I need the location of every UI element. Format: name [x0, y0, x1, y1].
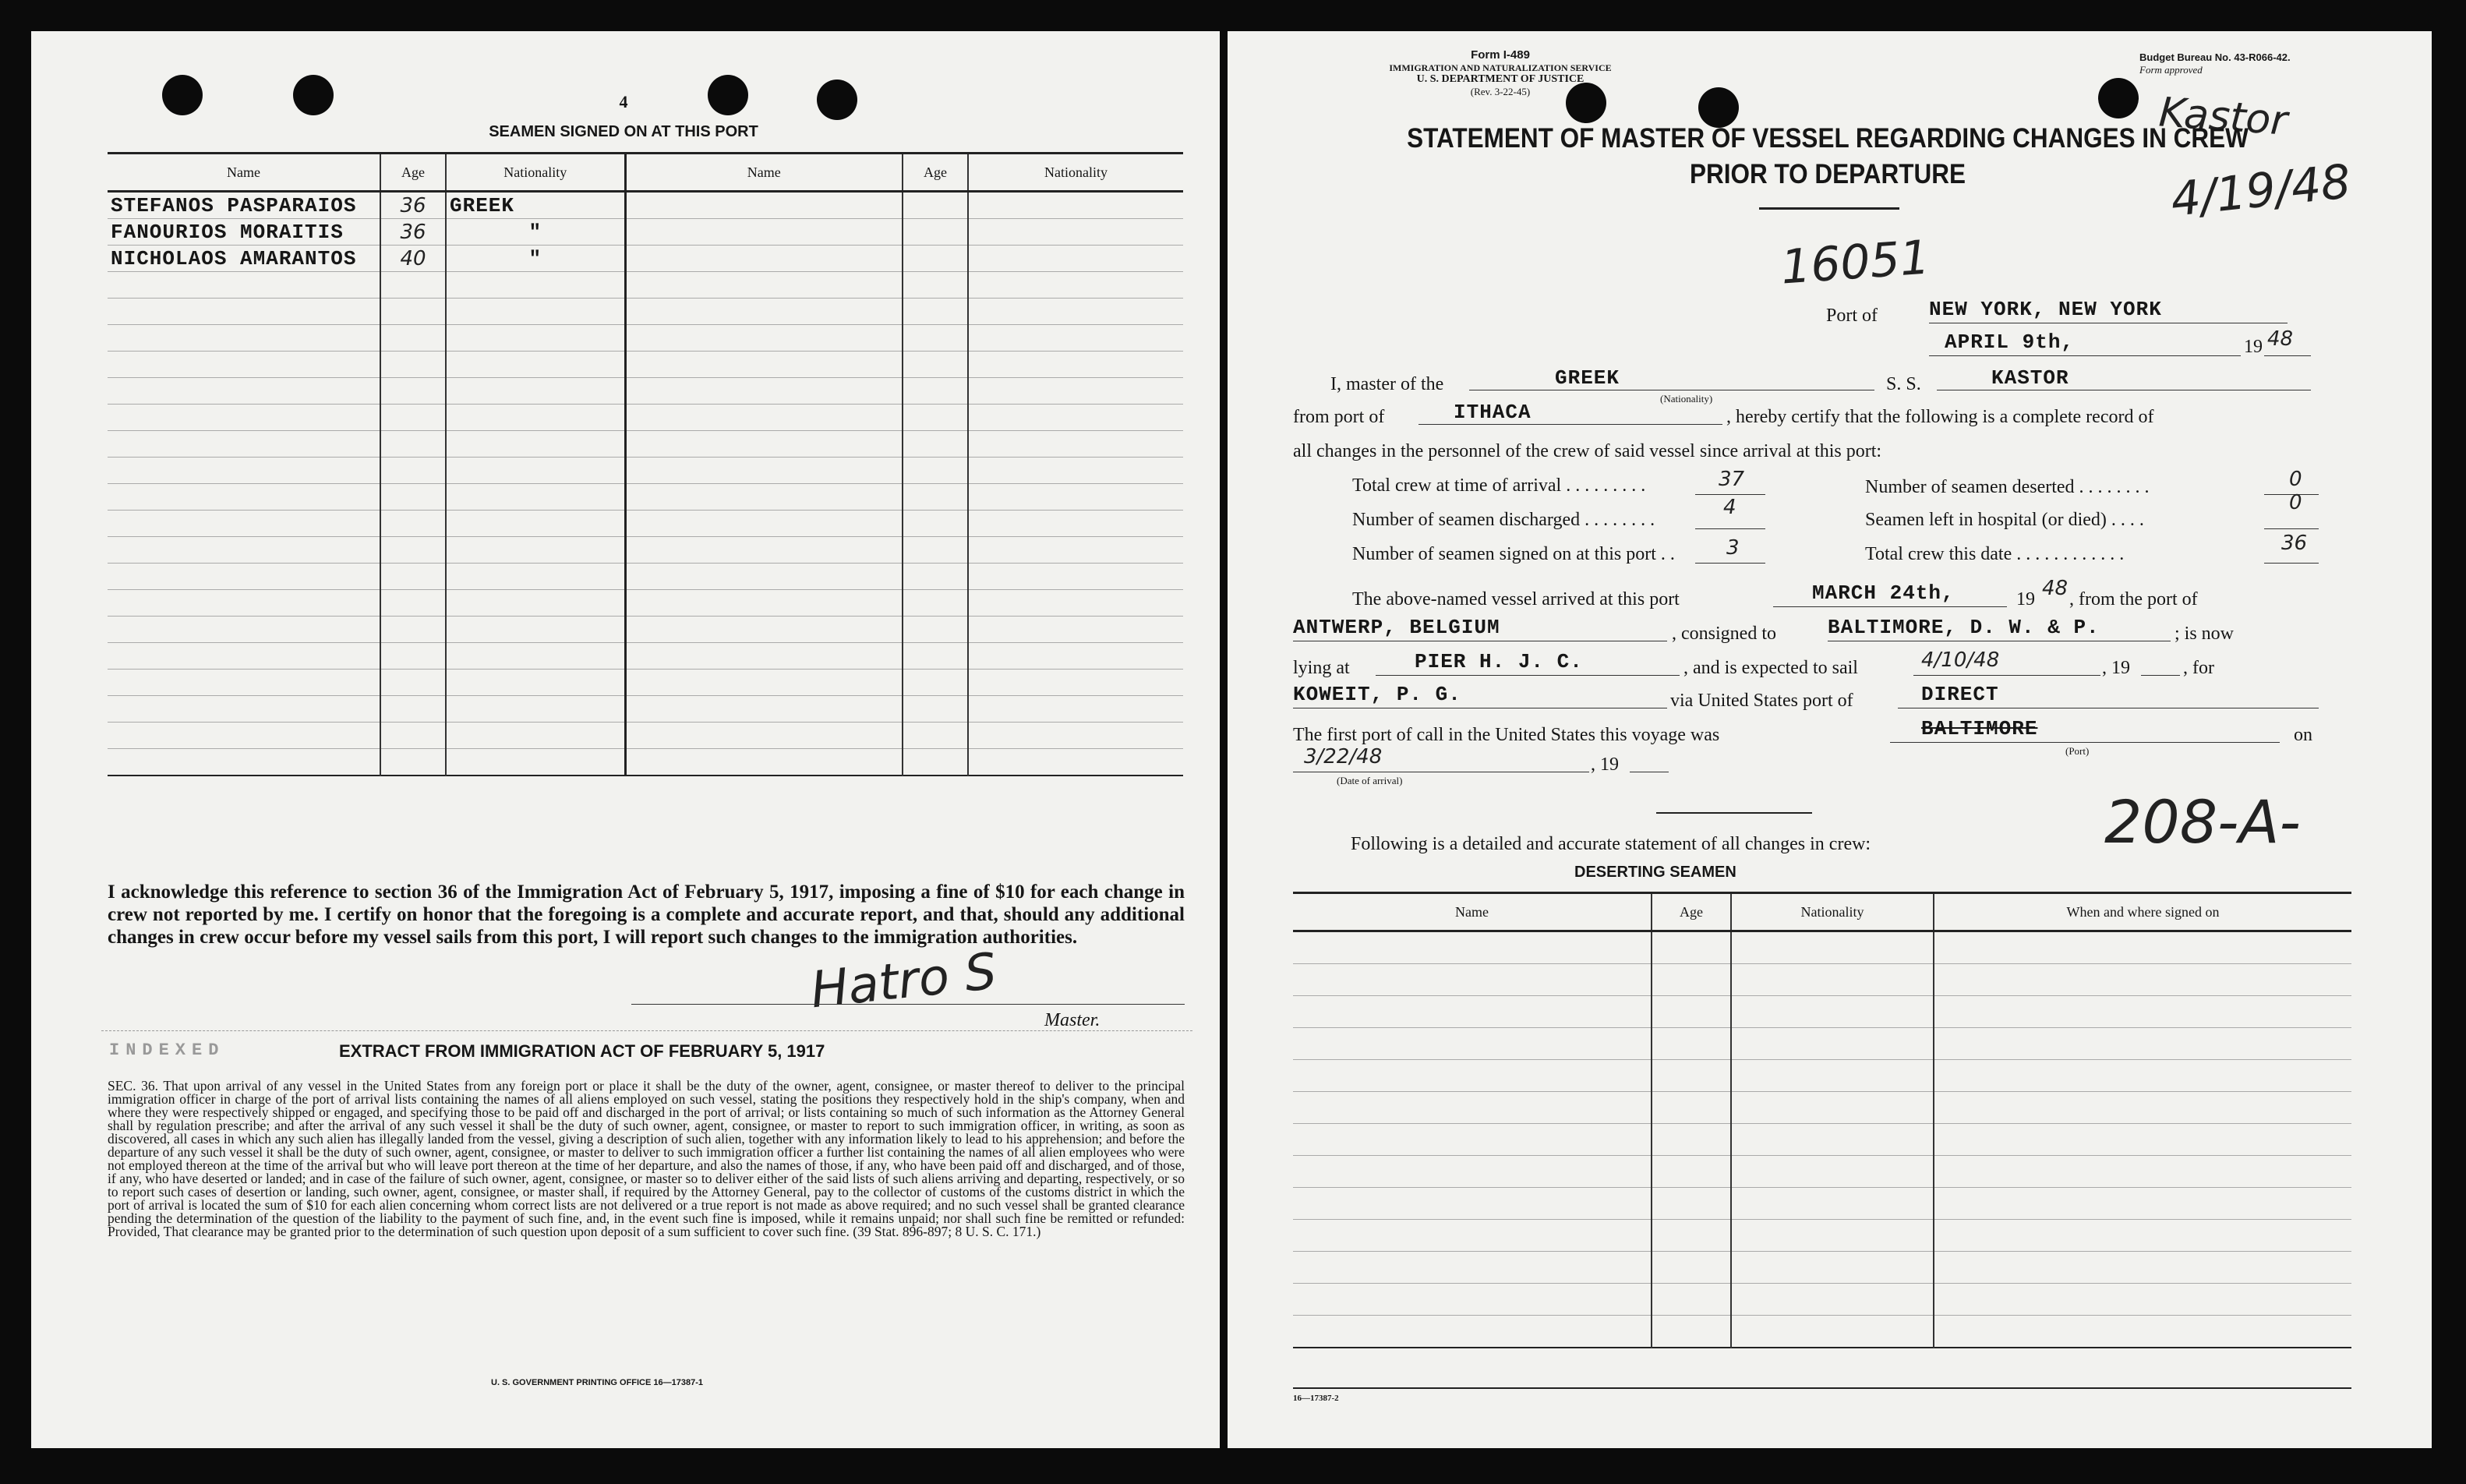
- sail-date: 4/10/48: [1921, 648, 2000, 672]
- table-row: [1293, 1252, 2351, 1284]
- port-value: NEW YORK, NEW YORK: [1929, 298, 2162, 321]
- stat-label: Number of seamen deserted . . . . . . . .: [1865, 477, 2150, 497]
- date-caption: (Date of arrival): [1337, 775, 1403, 786]
- handwritten-date: 4/19/48: [2167, 154, 2354, 228]
- sail-year-prefix: , 19: [2102, 658, 2130, 678]
- extract-text: SEC. 36. That upon arrival of any vessel in the United States from any foreign port or place it shall be the duty of the owner, agent, consignee, or master thereof to deliver to the principal immigration officer in charge of the port of arrival lists containing the names of all aliens employed on such vessel, stating the positions they respectively hold in the ship's company, when and where they were respectively shipped or engaged, and specifying those to be paid off and discharged in the port of arrival; or lists containing so much of such information as the Attorney General shall by regulation prescribe; and after the arrival of any such vessel it shall be the duty of such owner, agent, consignee, or master to report to such immigration officer, in writing, as soon as discovered, all cases in which any such alien has illegally landed from the vessel, giving a description of such alien, together with any information likely to lead to his apprehension; and before the departure of any such vessel it shall be the duty of such owner, agent, consignee, or master to deliver to such immigration officer a further list containing the names of all alien employees who were not employed thereon at the time of the arrival but who will leave port thereon at the time of her departure, and also the names of those, if any, who have been paid off and discharged, and of those, if any, who have deserted or landed; and in case of the failure of such owner, agent, consignee, or master so to deliver either of the said lists of such aliens arriving and departing, respectively, or so to report such cases of desertion or landing, such owner, agent, consignee, or master shall, if required by the Attorney General, pay to the collector of customs of the customs district in which the port of arrival is located the sum of $10 for each alien concerning whom correct lists are not delivered or a true report is not made as above required; and no such vessel shall be granted clearance pending the determination of the question of the liability to the payment of such fine, and, in the event such fine is imposed, while it remains unpaid; nor shall such fine be remitted or refunded: Provided, That clearance may be granted prior to the determination of such question upon deposit of a sum sufficient to cover such fine. (39 Stat. 896-897; 8 U. S. C. 171.): [108, 1078, 1185, 1239]
- from-the-port-label: , from the port of: [2069, 589, 2198, 610]
- table-row: [1293, 1316, 2351, 1348]
- year-prefix: 19: [2244, 337, 2263, 357]
- table-row: [108, 431, 1183, 458]
- column-header: Nationality: [968, 154, 1183, 192]
- table-row: [1293, 931, 2351, 964]
- stat-label: Total crew this date . . . . . . . . . . . .: [1865, 544, 2125, 564]
- arrived-label: The above-named vessel arrived at this port: [1352, 589, 1680, 610]
- right-page: [1228, 31, 2432, 1448]
- origin-port: ANTWERP, BELGIUM: [1293, 616, 1500, 639]
- table-row: [108, 511, 1183, 537]
- from-port-value: ITHACA: [1454, 401, 1532, 424]
- for-label: , for: [2183, 658, 2214, 678]
- table-row: [1293, 1028, 2351, 1060]
- printing-office: U. S. GOVERNMENT PRINTING OFFICE 16—17387-1: [491, 1378, 704, 1387]
- deserting-title: DESERTING SEAMEN: [1574, 864, 1736, 881]
- changes-text: all changes in the personnel of the crew of said vessel since arrival at this port:: [1293, 441, 1882, 461]
- footer-code: 16—17387-2: [1293, 1394, 1339, 1403]
- following-text: Following is a detailed and accurate statement of all changes in crew:: [1351, 834, 1871, 854]
- table-row: [1293, 1060, 2351, 1092]
- is-now-label: ; is now: [2175, 624, 2235, 644]
- ss-label: S. S.: [1886, 374, 1921, 394]
- table-row: [108, 299, 1183, 325]
- first-call-label: The first port of call in the United States this voyage was: [1293, 725, 1720, 745]
- stat-label: Number of seamen discharged . . . . . . . .: [1352, 510, 1655, 530]
- table-row: [1293, 996, 2351, 1028]
- seaman-name: STEFANOS PASPARAIOS: [108, 192, 380, 219]
- footer-rule: [1293, 1387, 2351, 1389]
- table-row: [108, 219, 1183, 246]
- section-rule: [1656, 812, 1812, 814]
- table-row: [108, 590, 1183, 617]
- certify-text: , hereby certify that the following is a complete record of: [1726, 407, 2154, 427]
- master-signature: Hatro S: [807, 942, 1000, 1020]
- file-number: 16051: [1779, 230, 1932, 295]
- file-code: 208-A-: [2104, 787, 2301, 857]
- on-label: on: [2294, 725, 2312, 745]
- seamen-signed-table: [108, 152, 1183, 776]
- fill-line: [1376, 675, 1680, 676]
- table-row: [1293, 1220, 2351, 1252]
- table-row: [1293, 1092, 2351, 1124]
- handwritten-name: Kastor: [2157, 89, 2289, 145]
- master-of-label: I, master of the: [1330, 374, 1444, 394]
- table-row: [108, 325, 1183, 352]
- fill-line: [2141, 675, 2180, 676]
- table-row: [108, 192, 1183, 219]
- title-rule: [1759, 207, 1899, 210]
- from-port-label: from port of: [1293, 407, 1385, 427]
- table-row: [108, 670, 1183, 696]
- arrival-year: 48: [2042, 577, 2069, 600]
- stat-value: 36: [2281, 532, 2308, 555]
- punch-hole: [708, 75, 748, 115]
- table-row: [108, 272, 1183, 299]
- table-row: [108, 405, 1183, 431]
- column-header: Name: [1293, 893, 1652, 931]
- column-header: Age: [903, 154, 968, 192]
- extract-title: EXTRACT FROM IMMIGRATION ACT OF FEBRUARY 5, 1917: [339, 1041, 825, 1061]
- berth: PIER H. J. C.: [1415, 650, 1583, 673]
- seaman-age: 36: [380, 192, 446, 219]
- fill-line: [1929, 355, 2241, 356]
- stat-value: 37: [1719, 468, 1745, 491]
- table-row: [108, 352, 1183, 378]
- fill-line: [2264, 355, 2311, 356]
- seaman-nationality: ": [446, 219, 625, 246]
- punch-hole: [2098, 78, 2139, 118]
- column-header: When and where signed on: [1934, 893, 2351, 931]
- date-value: APRIL 9th,: [1945, 330, 2075, 354]
- form-revision: (Rev. 3-22-45): [1470, 86, 1531, 97]
- table-row: [1293, 1284, 2351, 1316]
- seaman-name: NICHOLAOS AMARANTOS: [108, 246, 380, 272]
- table-row: [108, 537, 1183, 564]
- punch-hole: [162, 75, 203, 115]
- port-label: Port of: [1826, 306, 1878, 326]
- port-caption: (Port): [2065, 745, 2090, 757]
- consignee: BALTIMORE, D. W. & P.: [1828, 616, 2100, 639]
- fill-line: [1695, 563, 1765, 564]
- left-page: [31, 31, 1220, 1448]
- punch-hole: [293, 75, 334, 115]
- seaman-age: 36: [380, 219, 446, 246]
- seaman-nationality: GREEK: [446, 192, 625, 219]
- budget-bureau: Budget Bureau No. 43-R066-42.: [2139, 51, 2291, 63]
- lying-at-label: lying at: [1293, 658, 1350, 678]
- fill-line: [1695, 494, 1765, 495]
- form-title: STATEMENT OF MASTER OF VESSEL REGARDING CHANGES IN CREW: [1407, 123, 2249, 154]
- expected-label: , and is expected to sail: [1683, 658, 1858, 678]
- deserting-seamen-table: [1293, 892, 2351, 1348]
- signature-line: [631, 1004, 1185, 1005]
- page-number: 4: [619, 92, 628, 111]
- column-header: Nationality: [446, 154, 625, 192]
- table-row: [108, 749, 1183, 776]
- form-number: Form I-489: [1471, 48, 1530, 62]
- master-label: Master.: [1044, 1010, 1101, 1030]
- fill-line: [2264, 563, 2319, 564]
- nationality-caption: (Nationality): [1660, 393, 1713, 405]
- table-row: [108, 484, 1183, 511]
- destination: KOWEIT, P. G.: [1293, 683, 1461, 706]
- stat-value: 4: [1723, 496, 1736, 519]
- indexed-stamp: INDEXED: [109, 1041, 225, 1060]
- form-approved: Form approved: [2139, 64, 2203, 76]
- table-row: [108, 643, 1183, 670]
- punch-hole: [817, 80, 857, 120]
- vessel-nationality: GREEK: [1555, 366, 1620, 390]
- table-row: [108, 458, 1183, 484]
- table-row: [1293, 1124, 2351, 1156]
- section-title: SEAMEN SIGNED ON AT THIS PORT: [489, 123, 758, 140]
- column-header: Age: [1652, 893, 1731, 931]
- first-call-year-prefix: , 19: [1591, 754, 1619, 775]
- stat-value: 0: [2289, 468, 2302, 491]
- column-header: Name: [625, 154, 903, 192]
- table-row: [108, 696, 1183, 723]
- table-row: [108, 246, 1183, 272]
- stat-value: 0: [2289, 491, 2302, 514]
- table-row: [108, 378, 1183, 405]
- fill-line: [1695, 528, 1765, 529]
- table-row: [108, 723, 1183, 749]
- via-port: DIRECT: [1921, 683, 1999, 706]
- stat-label: Total crew at time of arrival . . . . . . . . .: [1352, 475, 1646, 496]
- first-call-port: BALTIMORE: [1921, 717, 2038, 740]
- fill-line: [2264, 528, 2319, 529]
- consigned-label: , consigned to: [1672, 624, 1776, 644]
- stat-label: Seamen left in hospital (or died) . . . .: [1865, 510, 2144, 530]
- fill-line: [1913, 675, 2100, 676]
- stat-value: 3: [1726, 536, 1740, 560]
- table-row: [108, 617, 1183, 643]
- column-header: Name: [108, 154, 380, 192]
- fill-line: [1890, 742, 2280, 743]
- stat-label: Number of seamen signed on at this port . .: [1352, 544, 1675, 564]
- form-subtitle: PRIOR TO DEPARTURE: [1689, 159, 1966, 189]
- year-value: 48: [2267, 327, 2294, 351]
- divider: [101, 1030, 1192, 1031]
- seaman-nationality: ": [446, 246, 625, 272]
- seaman-name: FANOURIOS MORAITIS: [108, 219, 380, 246]
- seaman-age: 40: [380, 246, 446, 272]
- table-row: [108, 564, 1183, 590]
- column-header: Nationality: [1731, 893, 1934, 931]
- table-row: [1293, 964, 2351, 996]
- arrival-date: MARCH 24th,: [1812, 581, 1955, 605]
- ship-name: KASTOR: [1991, 366, 2069, 390]
- fill-line: [1773, 606, 2007, 607]
- agency-line2: U. S. DEPARTMENT OF JUSTICE: [1416, 73, 1585, 85]
- acknowledgement-text: I acknowledge this reference to section 36 of the Immigration Act of February 5, 1917, imposing a fine of $10 for each change in crew not reported by me. I certify on honor that the foregoing is a complete and accurate report, and that, should any additional changes in crew occur before my vessel sails from this port, I will report such changes to the immigration authorities.: [108, 882, 1185, 948]
- table-row: [1293, 1188, 2351, 1220]
- first-call-date: 3/22/48: [1304, 745, 1383, 768]
- agency-line1: IMMIGRATION AND NATURALIZATION SERVICE: [1389, 62, 1612, 73]
- via-label: via United States port of: [1670, 691, 1853, 711]
- arrival-year-prefix: 19: [2016, 589, 2035, 610]
- fill-line: [1418, 424, 1722, 425]
- column-header: Age: [380, 154, 446, 192]
- table-row: [1293, 1156, 2351, 1188]
